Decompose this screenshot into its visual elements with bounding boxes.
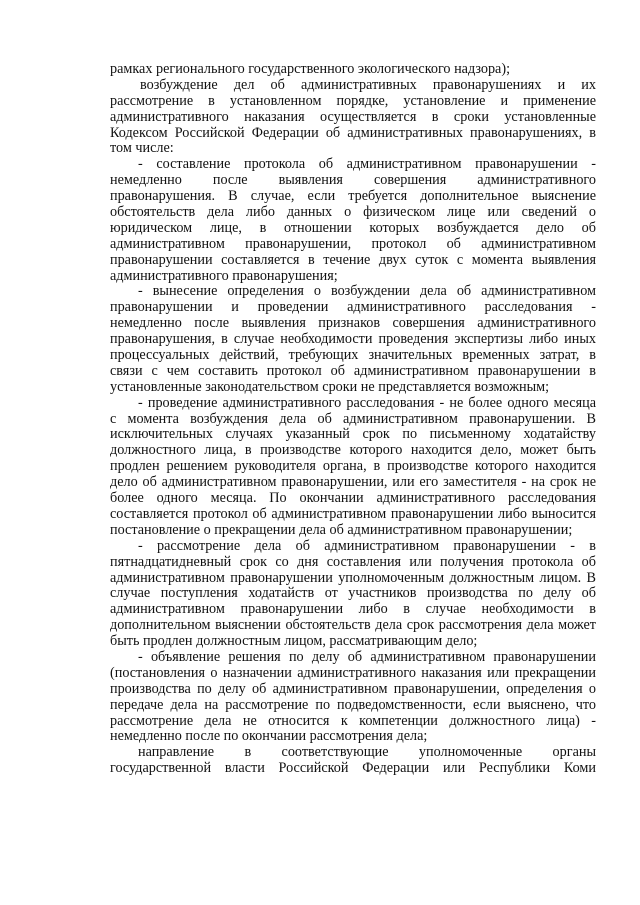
paragraph <box>110 284 596 395</box>
document-page <box>110 62 596 777</box>
text-line: немедленно после выявления совершения административного <box>110 173 596 189</box>
text-line: немедленно после выявления признаков совершения административного <box>110 316 596 332</box>
text-line: более одного месяца. По окончании административного расследования <box>110 491 596 507</box>
text-line: административном правонарушении, протокол об административном <box>110 236 596 252</box>
text-line: должностного лица, в производстве которого находится дело, может быть <box>110 443 596 459</box>
text-line: дополнительном выяснении обстоятельств дела срок рассмотрения дела может <box>110 618 596 634</box>
text-line: исключительных случаях указанный срок по письменному ходатайству <box>110 427 596 443</box>
text-line: пятнадцатидневный срок со дня составления или получения протокола об <box>110 554 596 570</box>
text-line: дело об административном правонарушении, или его заместителя - на срок не <box>110 475 596 491</box>
text-line: обстоятельств дела либо данных о физическом лице или сведений о <box>110 205 596 221</box>
text-line: составляется протокол об административном правонарушении либо выносится <box>110 506 596 522</box>
paragraph <box>110 62 596 78</box>
text-line: правонарушении и проведении административного расследования - <box>110 300 596 316</box>
text-line: Кодексом Российской Федерации об административных правонарушениях, в <box>110 125 596 141</box>
text-line: административном правонарушении либо в случае необходимости в <box>110 602 596 618</box>
paragraph <box>110 157 596 284</box>
text-line: постановление о прекращении дела об административном правонарушении; <box>110 522 573 538</box>
text-line: правонарушении составляется в течение двух суток с момента выявления <box>110 252 596 268</box>
text-line: - рассмотрение дела об административном правонарушении - в <box>138 538 596 554</box>
text-line: продлен решением руководителя органа, в производстве которого находится <box>110 459 596 475</box>
text-line: - объявление решения по делу об административном правонарушении <box>138 649 596 665</box>
text-line: - вынесение определения о возбуждении дела об административном <box>138 284 596 300</box>
paragraph <box>110 78 596 157</box>
paragraph <box>110 650 596 745</box>
text-line: возбуждение дел об административных правонарушениях и их <box>140 77 596 93</box>
text-line: быть продлен должностным лицом, рассматривающим дело; <box>110 634 478 650</box>
text-line: - проведение административного расследования - не более одного месяца <box>138 395 596 411</box>
text-line: административном правонарушении уполномоченным должностным лицом. В <box>110 570 596 586</box>
text-line: юридическом лице, в отношении которых возбуждается дело об <box>110 220 596 236</box>
text-line: рассмотрение дела не относится к компетенции должностного лица) - <box>110 713 596 729</box>
text-line: процессуальных действий, требующих значительных временных затрат, в <box>110 348 596 364</box>
text-line: направление в соответствующие уполномоченные органы <box>138 745 596 761</box>
paragraph <box>110 539 596 650</box>
text-line: - составление протокола об административном правонарушении - <box>138 157 596 173</box>
paragraph <box>110 396 596 539</box>
text-line: передаче дела на рассмотрение по подведомственности, если выяснено, что <box>110 697 596 713</box>
text-line: административного правонарушения; <box>110 268 338 284</box>
text-line: случае поступления ходатайств от участников производства по делу об <box>110 586 596 602</box>
text-line: производства по делу об административном правонарушении, определения о <box>110 681 596 697</box>
text-line: правонарушения, в случае необходимости проведения экспертизы либо иных <box>110 332 596 348</box>
paragraph <box>110 745 596 777</box>
text-line: административного наказания осуществляется в сроки установленные <box>110 109 596 125</box>
text-line: с момента возбуждения дела об административном правонарушении. В <box>110 411 596 427</box>
text-line: рассмотрение в установленном порядке, установление и применение <box>110 93 596 109</box>
text-line: государственной власти Российской Федерации или Республики Коми <box>110 761 596 777</box>
text-line: установленные законодательством сроки не представляется возможным; <box>110 379 550 395</box>
text-line: том числе: <box>110 141 174 157</box>
text-line: связи с чем составить протокол об административном правонарушении в <box>110 363 596 379</box>
text-line: рамках регионального государственного экологического надзора); <box>110 62 511 77</box>
text-line: (постановления о назначении административного наказания или прекращении <box>110 665 596 681</box>
text-line: немедленно после по окончании рассмотрения дела; <box>110 729 428 745</box>
text-line: правонарушения. В случае, если требуется дополнительное выяснение <box>110 189 596 205</box>
